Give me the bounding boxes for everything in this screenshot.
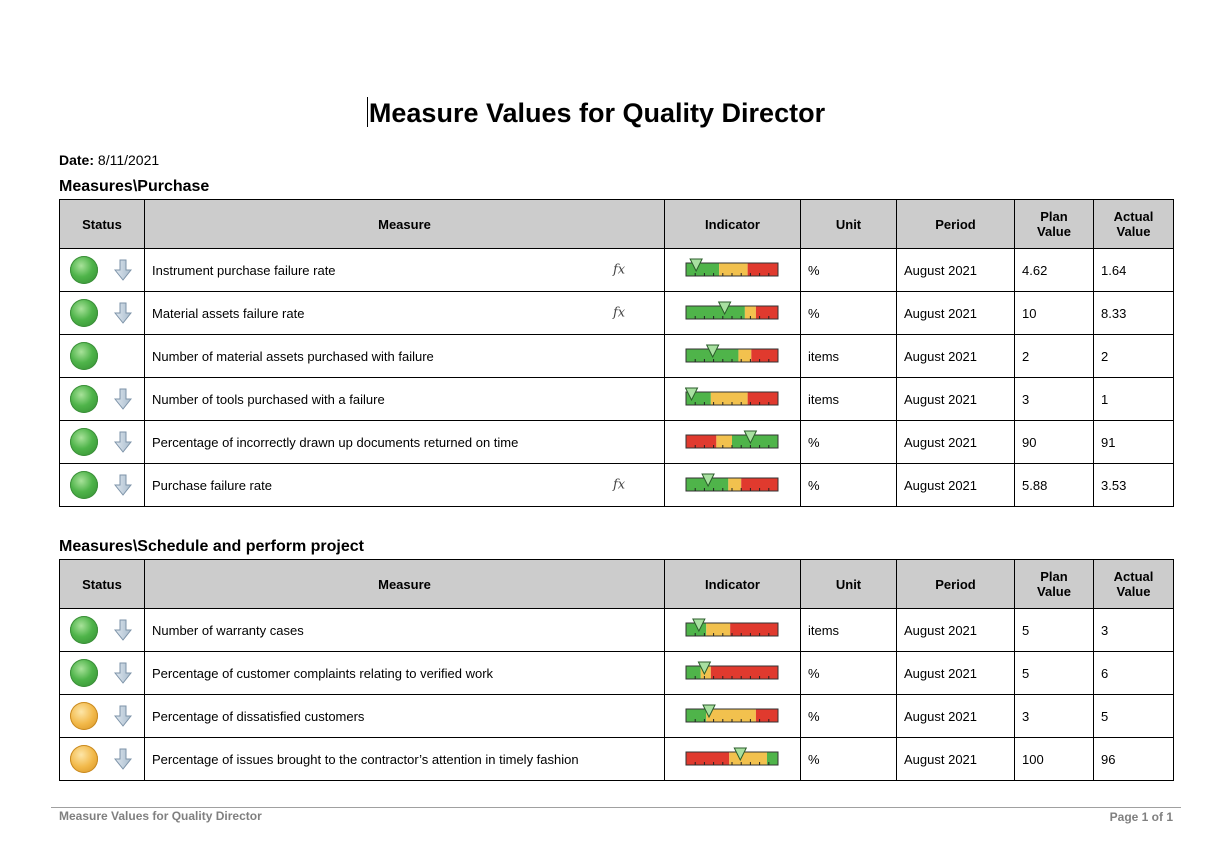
measure-name[interactable]: Percentage of customer complaints relating to verified work bbox=[152, 665, 494, 681]
plan-value-cell-text: 4.62 bbox=[1022, 262, 1048, 278]
measure-cell bbox=[145, 378, 665, 421]
date-value: 8/11/2021 bbox=[97, 152, 160, 168]
unit-cell bbox=[801, 292, 897, 335]
table-row bbox=[60, 335, 1174, 378]
period-cell bbox=[897, 421, 1015, 464]
period-cell bbox=[897, 292, 1015, 335]
trend-down-arrow-icon bbox=[114, 619, 132, 641]
indicator-band-red bbox=[747, 392, 777, 405]
unit-cell-text: items bbox=[808, 391, 840, 407]
header-plan-value bbox=[1015, 200, 1094, 249]
section-title-schedule: Measures\Schedule and perform project bbox=[59, 538, 364, 555]
actual-value-cell bbox=[1094, 464, 1174, 507]
status-green-icon bbox=[70, 659, 98, 687]
plan-value-cell-text: 3 bbox=[1022, 708, 1030, 724]
header-period-text: Period bbox=[935, 576, 976, 592]
plan-value-cell-text: 3 bbox=[1022, 391, 1030, 407]
indicator-band-red bbox=[710, 666, 777, 679]
trend-down-arrow-icon bbox=[114, 431, 132, 453]
period-cell-text: August 2021 bbox=[904, 622, 978, 638]
measure-cell bbox=[145, 292, 665, 335]
report-title-text: Measure Values for Quality Director bbox=[368, 98, 826, 128]
header-unit bbox=[801, 200, 897, 249]
header-status bbox=[60, 200, 145, 249]
table-row bbox=[60, 464, 1174, 507]
unit-cell bbox=[801, 421, 897, 464]
header-actual-value bbox=[1094, 560, 1174, 609]
indicator-gauge bbox=[685, 618, 781, 640]
table-header-row bbox=[60, 200, 1174, 249]
measure-cell bbox=[145, 249, 665, 292]
unit-cell bbox=[801, 609, 897, 652]
unit-cell bbox=[801, 695, 897, 738]
actual-value-cell-text: 96 bbox=[1101, 751, 1116, 767]
measure-cell bbox=[145, 609, 665, 652]
formula-fx-icon: fx bbox=[613, 305, 626, 321]
plan-value-cell-text: 2 bbox=[1022, 348, 1030, 364]
table-row bbox=[60, 292, 1174, 335]
footer-divider bbox=[51, 807, 1181, 808]
status-cell bbox=[60, 249, 145, 292]
unit-cell bbox=[801, 249, 897, 292]
status-cell bbox=[60, 378, 145, 421]
period-cell bbox=[897, 738, 1015, 781]
status-green-icon bbox=[70, 385, 98, 413]
period-cell-text: August 2021 bbox=[904, 434, 978, 450]
indicator-cell bbox=[665, 609, 801, 652]
period-cell-text: August 2021 bbox=[904, 708, 978, 724]
actual-value-cell bbox=[1094, 652, 1174, 695]
period-cell bbox=[897, 609, 1015, 652]
actual-value-cell-text: 6 bbox=[1101, 665, 1109, 681]
trend-down-arrow-icon bbox=[114, 474, 132, 496]
header-plan-value-text: Value bbox=[1037, 584, 1071, 599]
header-plan-value-text: Plan bbox=[1040, 209, 1068, 224]
indicator-gauge bbox=[685, 661, 781, 683]
unit-cell bbox=[801, 738, 897, 781]
plan-value-cell-text: 90 bbox=[1022, 434, 1037, 450]
measure-name[interactable]: Number of warranty cases bbox=[152, 622, 304, 638]
header-period bbox=[897, 200, 1015, 249]
status-cell bbox=[60, 738, 145, 781]
status-cell bbox=[60, 464, 145, 507]
header-status-text: Status bbox=[82, 216, 122, 232]
actual-value-cell-text: 1 bbox=[1101, 391, 1109, 407]
unit-cell bbox=[801, 378, 897, 421]
formula-fx-icon: fx bbox=[613, 477, 626, 493]
actual-value-cell-text: 5 bbox=[1101, 708, 1109, 724]
table-row bbox=[60, 378, 1174, 421]
period-cell bbox=[897, 378, 1015, 421]
plan-value-cell-text: 100 bbox=[1022, 751, 1044, 767]
period-cell bbox=[897, 695, 1015, 738]
status-cell bbox=[60, 609, 145, 652]
indicator-cell bbox=[665, 292, 801, 335]
indicator-band-yellow bbox=[719, 263, 748, 276]
period-cell-text: August 2021 bbox=[904, 477, 978, 493]
status-green-icon bbox=[70, 342, 98, 370]
trend-down-arrow-icon bbox=[114, 662, 132, 684]
period-cell bbox=[897, 249, 1015, 292]
indicator-band-green bbox=[686, 709, 706, 722]
status-yellow-icon bbox=[70, 745, 98, 773]
trend-down-arrow-icon bbox=[114, 748, 132, 770]
header-measure-text: Measure bbox=[378, 576, 431, 592]
header-plan-value-text: Value bbox=[1037, 224, 1071, 239]
table-header-row bbox=[60, 560, 1174, 609]
indicator-cell bbox=[665, 652, 801, 695]
plan-value-cell bbox=[1015, 695, 1094, 738]
indicator-band-yellow bbox=[729, 752, 767, 765]
actual-value-cell bbox=[1094, 335, 1174, 378]
section-title-purchase: Measures\Purchase bbox=[59, 178, 210, 195]
measures-table-purchase bbox=[59, 199, 1174, 507]
measure-name[interactable]: Number of tools purchased with a failure bbox=[152, 391, 385, 407]
indicator-band-yellow bbox=[710, 392, 747, 405]
actual-value-cell bbox=[1094, 292, 1174, 335]
header-measure-text: Measure bbox=[378, 216, 431, 232]
indicator-band-red bbox=[730, 623, 778, 636]
indicator-band-yellow bbox=[728, 478, 741, 491]
header-measure bbox=[145, 560, 665, 609]
unit-cell-text: items bbox=[808, 348, 840, 364]
plan-value-cell bbox=[1015, 421, 1094, 464]
report-date bbox=[59, 151, 159, 169]
header-actual-value-text: Value bbox=[1116, 584, 1151, 599]
header-unit-text: Unit bbox=[835, 216, 862, 232]
unit-cell-text: % bbox=[808, 262, 820, 278]
plan-value-cell bbox=[1015, 292, 1094, 335]
indicator-gauge bbox=[685, 301, 781, 323]
actual-value-cell bbox=[1094, 421, 1174, 464]
table-row bbox=[60, 249, 1174, 292]
unit-cell-text: % bbox=[808, 305, 820, 321]
header-measure bbox=[145, 200, 665, 249]
actual-value-cell bbox=[1094, 249, 1174, 292]
plan-value-cell bbox=[1015, 652, 1094, 695]
unit-cell-text: items bbox=[808, 622, 840, 638]
date-label: Date: bbox=[59, 152, 95, 168]
period-cell-text: August 2021 bbox=[904, 391, 978, 407]
actual-value-cell-text: 2 bbox=[1101, 348, 1109, 364]
measure-cell bbox=[145, 652, 665, 695]
indicator-cell bbox=[665, 335, 801, 378]
indicator-band-red bbox=[751, 349, 778, 362]
plan-value-cell bbox=[1015, 335, 1094, 378]
header-plan-value bbox=[1015, 560, 1094, 609]
plan-value-cell-text: 5.88 bbox=[1022, 477, 1048, 493]
status-green-icon bbox=[70, 299, 98, 327]
header-plan-value-text: Plan bbox=[1040, 569, 1068, 584]
indicator-band-yellow bbox=[716, 435, 732, 448]
unit-cell-text: % bbox=[808, 434, 820, 450]
indicator-band-green bbox=[732, 435, 778, 448]
actual-value-cell-text: 3 bbox=[1101, 622, 1109, 638]
actual-value-cell-text: 8.33 bbox=[1101, 305, 1127, 321]
indicator-cell bbox=[665, 695, 801, 738]
unit-cell-text: % bbox=[808, 751, 820, 767]
header-status bbox=[60, 560, 145, 609]
plan-value-cell-text: 5 bbox=[1022, 665, 1030, 681]
header-indicator-text: Indicator bbox=[705, 576, 760, 592]
header-indicator bbox=[665, 200, 801, 249]
period-cell-text: August 2021 bbox=[904, 262, 978, 278]
actual-value-cell bbox=[1094, 609, 1174, 652]
indicator-band-yellow bbox=[706, 623, 730, 636]
plan-value-cell bbox=[1015, 464, 1094, 507]
plan-value-cell bbox=[1015, 609, 1094, 652]
header-unit-text: Unit bbox=[835, 576, 862, 592]
period-cell-text: August 2021 bbox=[904, 348, 978, 364]
measure-name[interactable]: Percentage of dissatisfied customers bbox=[152, 708, 365, 724]
trend-down-arrow-icon bbox=[114, 388, 132, 410]
trend-down-arrow-icon bbox=[114, 705, 132, 727]
status-cell bbox=[60, 652, 145, 695]
measures-table-schedule bbox=[59, 559, 1174, 781]
indicator-band-green bbox=[686, 666, 701, 679]
actual-value-cell-text: 1.64 bbox=[1101, 262, 1127, 278]
status-green-icon bbox=[70, 428, 98, 456]
header-indicator bbox=[665, 560, 801, 609]
period-cell bbox=[897, 652, 1015, 695]
indicator-cell bbox=[665, 421, 801, 464]
measure-name[interactable]: Instrument purchase failure rate bbox=[152, 262, 336, 278]
plan-value-cell-text: 5 bbox=[1022, 622, 1030, 638]
indicator-gauge bbox=[685, 704, 781, 726]
indicator-gauge bbox=[685, 430, 781, 452]
period-cell bbox=[897, 335, 1015, 378]
status-green-icon bbox=[70, 256, 98, 284]
indicator-gauge bbox=[685, 473, 781, 495]
plan-value-cell-text: 10 bbox=[1022, 305, 1037, 321]
indicator-gauge bbox=[685, 258, 781, 280]
trend-down-arrow-icon bbox=[114, 259, 132, 281]
indicator-band-yellow bbox=[738, 349, 751, 362]
formula-fx-icon: fx bbox=[613, 262, 626, 278]
measure-name[interactable]: Material assets failure rate bbox=[152, 305, 305, 321]
plan-value-cell bbox=[1015, 378, 1094, 421]
header-actual-value-text: Actual bbox=[1113, 569, 1154, 584]
unit-cell bbox=[801, 335, 897, 378]
table-row bbox=[60, 421, 1174, 464]
measure-cell bbox=[145, 464, 665, 507]
unit-cell-text: % bbox=[808, 477, 820, 493]
indicator-cell bbox=[665, 738, 801, 781]
indicator-gauge bbox=[685, 344, 781, 366]
indicator-band-red bbox=[747, 263, 777, 276]
header-unit bbox=[801, 560, 897, 609]
table-row bbox=[60, 652, 1174, 695]
header-actual-value bbox=[1094, 200, 1174, 249]
table-row bbox=[60, 609, 1174, 652]
header-period bbox=[897, 560, 1015, 609]
report-title bbox=[0, 96, 1192, 130]
indicator-gauge bbox=[685, 387, 781, 409]
actual-value-cell bbox=[1094, 378, 1174, 421]
plan-value-cell bbox=[1015, 738, 1094, 781]
status-cell bbox=[60, 421, 145, 464]
table-row bbox=[60, 695, 1174, 738]
period-cell bbox=[897, 464, 1015, 507]
measure-name[interactable]: Purchase failure rate bbox=[152, 477, 272, 493]
table-row bbox=[60, 738, 1174, 781]
text-caret bbox=[367, 97, 368, 127]
measure-cell bbox=[145, 421, 665, 464]
period-cell-text: August 2021 bbox=[904, 305, 978, 321]
status-cell bbox=[60, 292, 145, 335]
footer-title: Measure Values for Quality Director bbox=[59, 809, 262, 823]
period-cell-text: August 2021 bbox=[904, 751, 978, 767]
header-status-text: Status bbox=[82, 576, 122, 592]
status-cell bbox=[60, 695, 145, 738]
indicator-gauge bbox=[685, 747, 781, 769]
status-green-icon bbox=[70, 616, 98, 644]
header-actual-value-text: Value bbox=[1116, 224, 1151, 239]
unit-cell bbox=[801, 652, 897, 695]
actual-value-cell-text: 91 bbox=[1101, 434, 1116, 450]
actual-value-cell bbox=[1094, 695, 1174, 738]
footer-page-number: Page 1 of 1 bbox=[1109, 810, 1173, 824]
status-green-icon bbox=[70, 471, 98, 499]
measure-name[interactable]: Percentage of incorrectly drawn up documents returned on time bbox=[152, 434, 519, 450]
actual-value-cell bbox=[1094, 738, 1174, 781]
measure-name[interactable]: Percentage of issues brought to the contractor’s attention in timely fashion bbox=[152, 751, 579, 767]
trend-down-arrow-icon bbox=[114, 302, 132, 324]
actual-value-cell-text: 3.53 bbox=[1101, 477, 1127, 493]
status-yellow-icon bbox=[70, 702, 98, 730]
header-indicator-text: Indicator bbox=[705, 216, 760, 232]
plan-value-cell bbox=[1015, 249, 1094, 292]
indicator-cell bbox=[665, 249, 801, 292]
measure-name[interactable]: Number of material assets purchased with failure bbox=[152, 348, 434, 364]
measure-cell bbox=[145, 738, 665, 781]
header-actual-value-text: Actual bbox=[1113, 209, 1154, 224]
unit-cell bbox=[801, 464, 897, 507]
indicator-band-red bbox=[686, 435, 716, 448]
header-period-text: Period bbox=[935, 216, 976, 232]
unit-cell-text: % bbox=[808, 708, 820, 724]
status-cell bbox=[60, 335, 145, 378]
measure-cell bbox=[145, 695, 665, 738]
measure-cell bbox=[145, 335, 665, 378]
period-cell-text: August 2021 bbox=[904, 665, 978, 681]
indicator-cell bbox=[665, 378, 801, 421]
indicator-band-green bbox=[686, 263, 719, 276]
indicator-cell bbox=[665, 464, 801, 507]
unit-cell-text: % bbox=[808, 665, 820, 681]
